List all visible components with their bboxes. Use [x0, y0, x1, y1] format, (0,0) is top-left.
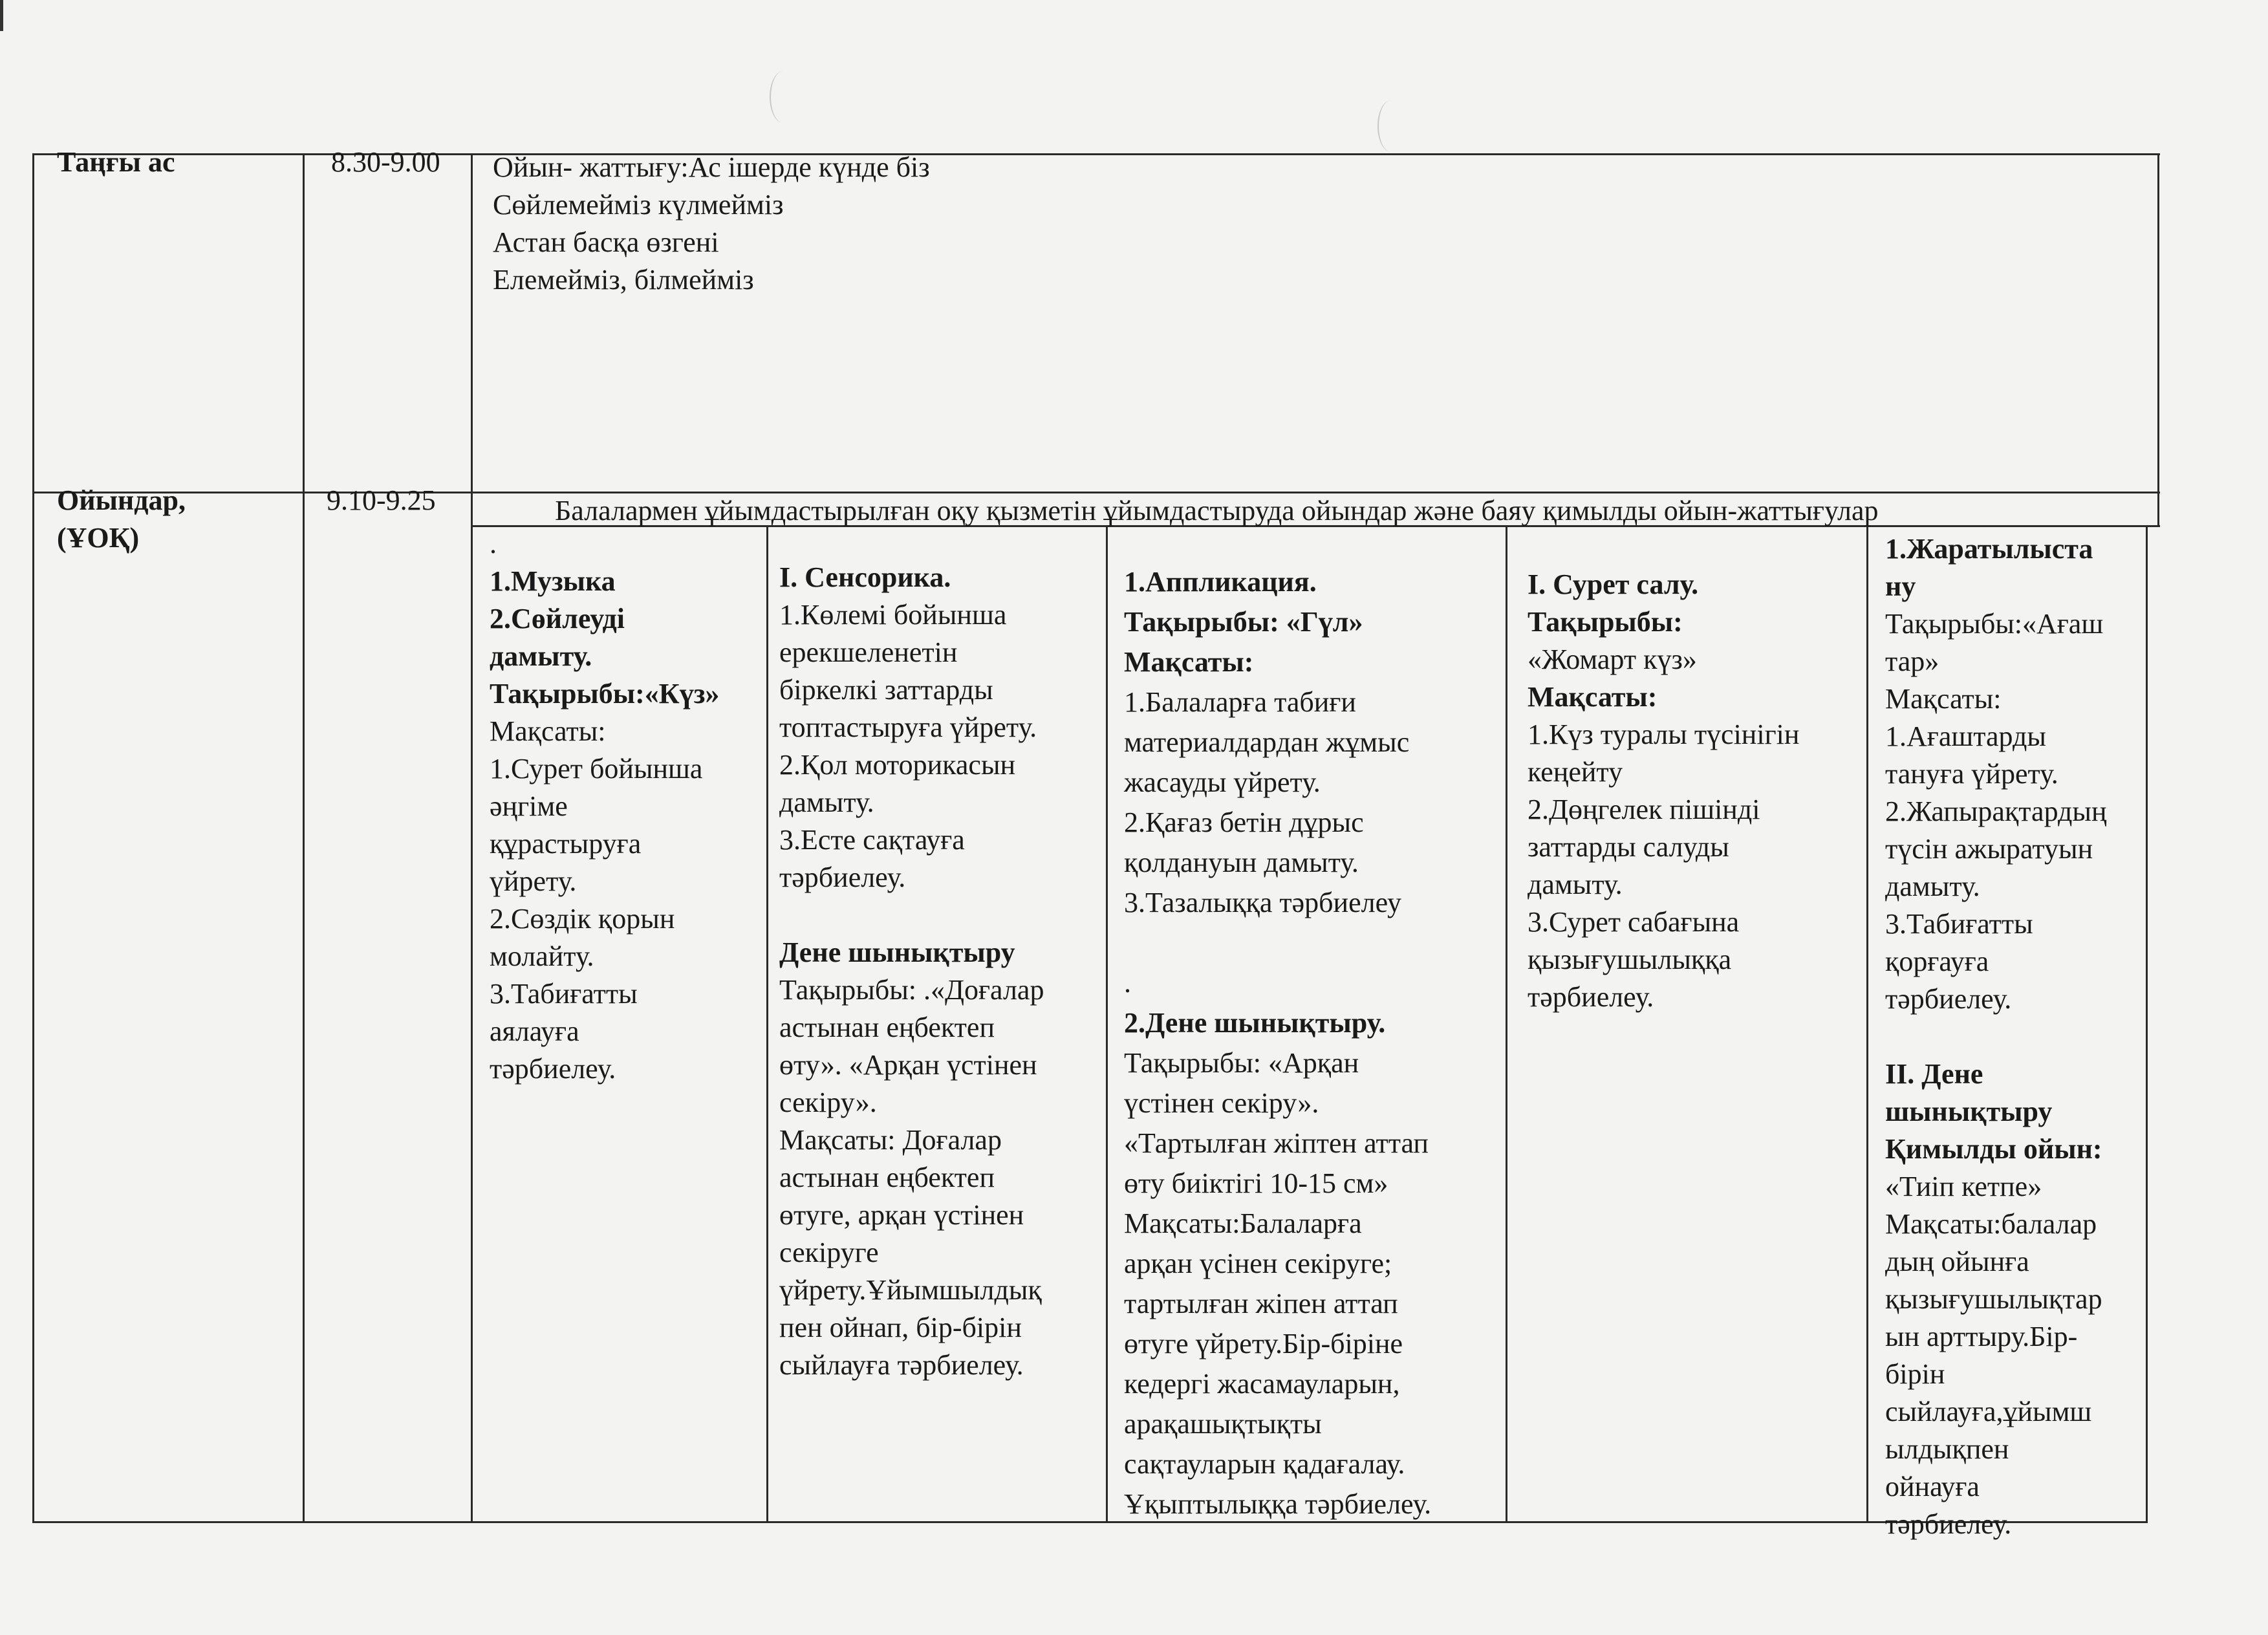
lesson-text-line: кеңейту — [1528, 756, 1623, 788]
lesson-text-line: өтуге, арқан үстінен — [779, 1199, 1024, 1231]
lesson-text-line: «Жомарт күз» — [1528, 644, 1697, 675]
lesson-text-line: сыйлауға тәрбиелеу. — [779, 1349, 1024, 1381]
lesson-text-line: Мақсаты:Балаларға — [1124, 1207, 1362, 1239]
lesson-text-line: ылдықпен — [1885, 1433, 2009, 1465]
lesson-text-line: 1.Балаларға табиғи — [1124, 686, 1356, 718]
lesson-text-line: үстінен секіру». — [1124, 1087, 1319, 1119]
lesson-text-line: арақашықтықты — [1124, 1408, 1322, 1440]
lesson-text-line: 2.Сөздік қорын — [490, 903, 675, 935]
lesson-text-line: астынан еңбектеп — [779, 1162, 995, 1193]
lesson-text-line: Тақырыбы: «Арқан — [1124, 1047, 1359, 1079]
lesson-text-line: сыйлауға,ұйымш — [1885, 1396, 2092, 1427]
lesson-text-line: пен ойнап, бір-бірін — [779, 1312, 1022, 1343]
table-border-right — [2157, 153, 2159, 526]
lesson-text-line: аялауға — [490, 1015, 579, 1047]
lesson-text-line: . — [490, 528, 497, 559]
lesson-text-line: Мақсаты: — [1885, 683, 2002, 715]
games-header: Балалармен ұйымдастырылған оқу қызметін ұйымдастыруда ойындар және баяу қимылды ойын-жаттығулар — [555, 495, 1879, 526]
table-border-bottom — [32, 1521, 2147, 1523]
scan-hole-mark — [770, 71, 797, 123]
lesson-text-line: секіруге — [779, 1237, 879, 1268]
lesson-text-line: Мақсаты: Доғалар — [779, 1124, 1002, 1156]
lesson-text-line: І. Сенсорика. — [779, 561, 951, 593]
lesson-text-line: 2.Қол моторикасын — [779, 749, 1016, 781]
lesson-text-line: сақтауларын қадағалау. — [1124, 1448, 1405, 1480]
lesson-text-line: әңгіме — [490, 790, 568, 822]
lesson-text-line: І. Сурет салу. — [1528, 568, 1699, 600]
table-border-right-lower — [2146, 525, 2148, 1523]
col-divider-time — [471, 153, 473, 1523]
lesson-text-line: молайту. — [490, 940, 594, 972]
lesson-text-line: дамыту. — [779, 786, 874, 818]
lesson-text-line: өтуге үйрету.Бір-біріне — [1124, 1328, 1403, 1359]
lesson-text-line — [779, 896, 1044, 934]
row-label-breakfast: Таңғы ас — [57, 146, 175, 178]
lesson-text-line: құрастыруға — [490, 828, 642, 860]
lesson-text-line: ын арттыру.Бір- — [1885, 1321, 2078, 1352]
lesson-text-line: арқан үсінен секіруге; — [1124, 1248, 1392, 1279]
lesson-text-line: тәрбиелеу. — [1528, 981, 1654, 1013]
lesson-text-line: ну — [1885, 570, 1916, 602]
lesson-text-line: секіру». — [779, 1087, 877, 1118]
lesson-text-line: біркелкі заттарды — [779, 674, 993, 706]
lesson-text-line: Қимылды ойын: — [1885, 1133, 2102, 1165]
lesson-text-line: астынан еңбектеп — [779, 1012, 995, 1043]
lesson-text-line: Тақырыбы: — [1528, 606, 1683, 638]
lesson-text-line: тануға үйрету. — [1885, 758, 2058, 790]
lesson-text-line: Дене шынықтыру — [779, 937, 1015, 968]
lesson-text-line: тәрбиелеу. — [779, 861, 906, 893]
lesson-text-line: 1.Музыка — [490, 565, 616, 597]
lesson-text-line: тар» — [1885, 645, 1939, 677]
lesson-column-2 — [779, 559, 1044, 1384]
scan-hole-mark — [1377, 100, 1405, 152]
lesson-text-line: «Тартылған жіптен аттап — [1124, 1127, 1429, 1159]
lesson-text-line: жасауды үйрету. — [1124, 766, 1321, 798]
lesson-text-line: топтастыруға үйрету. — [779, 711, 1037, 743]
breakfast-content: Ойын- жаттығу:Ас ішерде күнде біз Сөйлемейміз күлмейміз Астан басқа өзгені Елемейміз, білмейміз — [493, 151, 930, 296]
lesson-text-line: дамыту. — [490, 640, 592, 672]
lesson-text-line: 2.Сөйлеуді — [490, 603, 625, 634]
scan-edge-mark — [0, 0, 3, 31]
lesson-text-line: қызығушылыққа — [1528, 944, 1732, 975]
lesson-text-line: кедергі жасамауларын, — [1124, 1368, 1400, 1400]
lesson-text-line: 1.Жаратылыста — [1885, 533, 2093, 565]
lesson-column-5 — [1885, 530, 2107, 1543]
lesson-text-line — [1885, 1018, 2107, 1056]
lesson-text-line: 3.Табиғатты — [490, 978, 638, 1010]
lesson-text-line: тартылған жіпен аттап — [1124, 1288, 1398, 1319]
lesson-text-line: қорғауға — [1885, 946, 1989, 977]
lesson-text-line: 3.Сурет сабағына — [1528, 906, 1740, 938]
row-time-breakfast: 8.30-9.00 — [331, 146, 440, 178]
lesson-text-line: Ұқыптылыққа тәрбиелеу. — [1124, 1488, 1432, 1520]
lesson-text-line: 3.Есте сақтауға — [779, 824, 965, 856]
lesson-text-line: Тақырыбы: .«Доғалар — [779, 974, 1044, 1006]
col-divider-1 — [766, 525, 768, 1523]
lesson-text-line: қолдануын дамыту. — [1124, 847, 1359, 878]
lesson-text-line: . — [1124, 967, 1131, 999]
row-time-games: 9.10-9.25 — [327, 484, 436, 516]
lesson-text-line: дың ойынға — [1885, 1246, 2029, 1277]
lesson-text-line: Тақырыбы:«Ағаш — [1885, 608, 2104, 640]
lesson-text-line: 3.Тазалыққа тәрбиелеу — [1124, 887, 1402, 918]
lesson-column-1 — [490, 525, 719, 1088]
lesson-text-line: тәрбиелеу. — [1885, 983, 2012, 1015]
row-label-games: Ойындар, (ҰОҚ) — [57, 484, 186, 554]
lesson-text-line: Мақсаты: — [1124, 646, 1254, 678]
table-border-left — [32, 153, 34, 1523]
col-divider-3 — [1506, 525, 1507, 1523]
lesson-text-line: 1.Көлемі бойынша — [779, 599, 1007, 631]
lesson-text-line: ойнауға — [1885, 1471, 1980, 1502]
lesson-text-line: қызығушылықтар — [1885, 1283, 2102, 1315]
lesson-text-line: үйрету.Ұйымшылдық — [779, 1274, 1042, 1306]
lesson-text-line: 1.Сурет бойынша — [490, 753, 703, 785]
lesson-text-line: 2.Жапырақтардың — [1885, 796, 2107, 827]
lesson-text-line: 1.Күз туралы түсінігін — [1528, 719, 1800, 750]
lesson-text-line: Тақырыбы:«Күз» — [490, 678, 720, 709]
lesson-text-line: тәрбиелеу. — [490, 1053, 616, 1085]
lesson-text-line: тәрбиелеу. — [1885, 1508, 2012, 1540]
lesson-text-line: Мақсаты: — [1528, 681, 1658, 713]
lesson-text-line: «Тиіп кетпе» — [1885, 1171, 2042, 1202]
lesson-text-line: ІІ. Дене — [1885, 1058, 1983, 1090]
col-divider-label — [303, 153, 305, 1523]
lesson-text-line: түсін ажыратуын — [1885, 833, 2093, 865]
lesson-text-line: 2.Дөңгелек пішінді — [1528, 794, 1760, 825]
lesson-text-line: шынықтыру — [1885, 1096, 2053, 1127]
lesson-text-line: Мақсаты:балалар — [1885, 1208, 2097, 1240]
lesson-text-line: өту биіктігі 10-15 см» — [1124, 1167, 1388, 1199]
lesson-text-line: дамыту. — [1528, 869, 1623, 900]
lesson-text-line: Мақсаты: — [490, 715, 606, 747]
lesson-text-line: өту». «Арқан үстінен — [779, 1049, 1037, 1081]
lesson-text-line: материалдардан жұмыс — [1124, 726, 1410, 758]
lesson-text-line — [1124, 923, 1431, 963]
col-divider-4 — [1866, 525, 1868, 1523]
lesson-text-line: 1.Ағаштарды — [1885, 720, 2046, 752]
lesson-text-line: 2.Қағаз бетін дұрыс — [1124, 807, 1364, 838]
lesson-text-line: бірін — [1885, 1358, 1945, 1390]
lesson-text-line: заттарды салуды — [1528, 831, 1729, 863]
col-divider-2 — [1106, 525, 1108, 1523]
lesson-text-line: Тақырыбы: «Гүл» — [1124, 606, 1363, 638]
lesson-text-line: 3.Табиғатты — [1885, 908, 2033, 940]
lesson-column-3 — [1124, 562, 1431, 1524]
lesson-text-line: дамыту. — [1885, 871, 1980, 902]
lesson-text-line: үйрету. — [490, 865, 577, 897]
lesson-text-line: ерекшеленетін — [779, 636, 958, 668]
lesson-text-line: 1.Аппликация. — [1124, 566, 1317, 598]
lesson-text-line: 2.Дене шынықтыру. — [1124, 1007, 1386, 1039]
lesson-column-4 — [1528, 566, 1799, 1016]
